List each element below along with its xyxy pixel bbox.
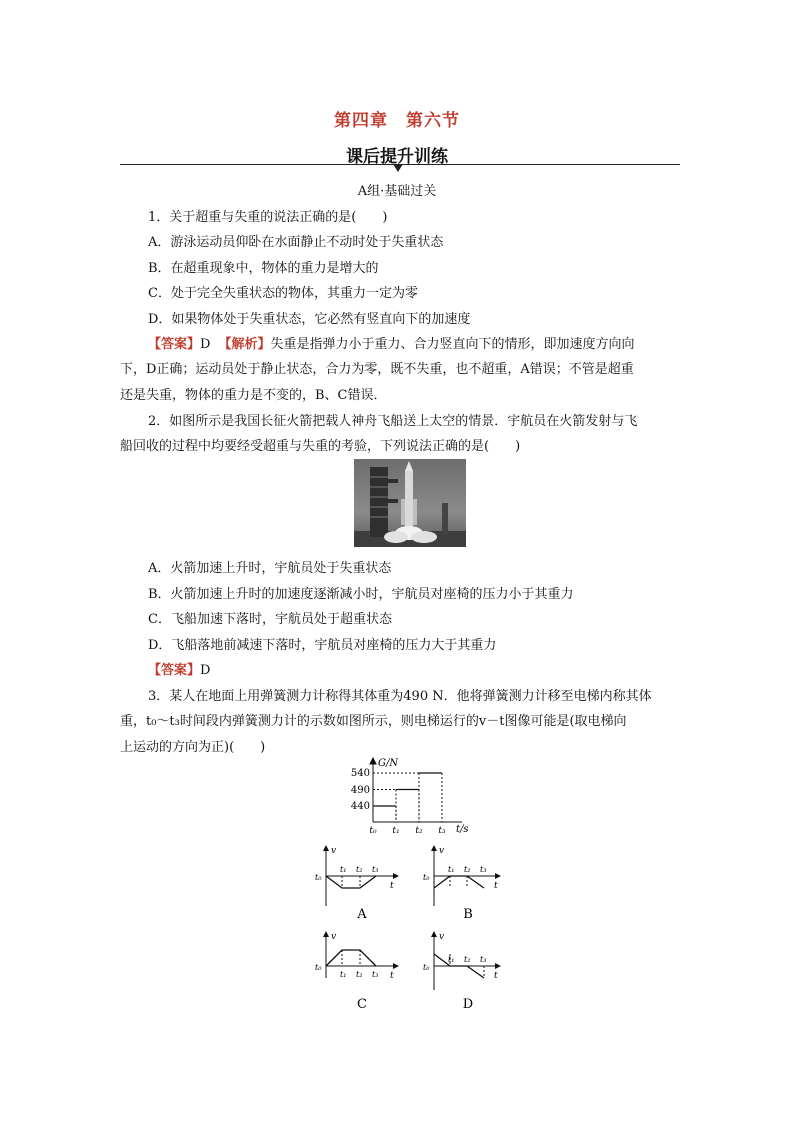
q1-option-d: D．如果物体处于失重状态，它必然有竖直向下的加速度	[148, 312, 471, 327]
t-label: t	[494, 971, 498, 981]
t-label: t	[390, 971, 394, 981]
t-label: t	[390, 881, 394, 891]
y-axis-label: G/N	[378, 758, 399, 769]
t3-label: t₃	[372, 970, 379, 979]
q2-answer-line	[148, 659, 210, 678]
t1-label: t₁	[448, 865, 455, 874]
y-tick-440: 440	[350, 801, 370, 812]
t2-label: t₂	[356, 970, 363, 979]
option-c-graph	[312, 928, 412, 1014]
t2-label: t₂	[356, 865, 363, 874]
x-tick-t0: t₀	[369, 826, 377, 836]
q3-stem-2: 重，t₀～t₃时间段内弹簧测力计的示数如图所示，则电梯运行的v－t图像可能是(取电梯向	[120, 714, 627, 729]
option-a-graph	[312, 842, 412, 924]
v-label: v	[331, 846, 337, 856]
q2-option-d: D．飞船落地前减速下落时，宇航员对座椅的压力大于其重力	[148, 638, 497, 653]
y-axis-arrow	[370, 758, 376, 764]
chapter-title: 第四章 第六节	[334, 111, 460, 131]
t3-label: t₃	[372, 865, 379, 874]
section-title: 课后提升训练	[346, 147, 448, 167]
x-tick-t1: t₁	[392, 826, 400, 836]
v-label: v	[439, 846, 445, 856]
option-d-label: D	[462, 997, 474, 1012]
v-t-curve	[434, 876, 484, 888]
t1-label: t₁	[448, 955, 455, 964]
v-t-curve	[326, 876, 376, 888]
option-b-graph	[422, 842, 522, 924]
t3-label: t₃	[480, 865, 487, 874]
weight-time-chart	[340, 756, 480, 838]
x-tick-t2: t₂	[415, 826, 423, 836]
v-label: v	[439, 932, 445, 942]
option-d-graph	[422, 928, 522, 1014]
q1-analysis-2: 下，D正确；运动员处于静止状态，合力为零，既不失重，也不超重，A错误；不管是超重	[120, 362, 634, 377]
option-b-label: B	[463, 907, 473, 922]
option-c-label: C	[357, 997, 367, 1012]
group-heading: A组·基础过关	[357, 184, 437, 199]
option-a-label: A	[357, 907, 367, 922]
q2-answer: D	[200, 663, 211, 678]
q1-option-c: C．处于完全失重状态的物体，其重力一定为零	[148, 286, 418, 301]
x-axis-label: t/s	[456, 824, 469, 835]
q2-option-a: A．火箭加速上升时，宇航员处于失重状态	[148, 561, 392, 576]
q2-stem-2: 船回收的过程中均要经受超重与失重的考验，下列说法正确的是( )	[120, 439, 521, 454]
analysis-tag: 【解析】	[218, 337, 271, 352]
t0-label: t₀	[315, 963, 322, 972]
t2-label: t₂	[464, 955, 471, 964]
v-t-curve	[326, 950, 376, 966]
v-label: v	[331, 932, 337, 942]
x-tick-t3: t₃	[438, 826, 446, 836]
t2-label: t₂	[464, 865, 471, 874]
q1-answer: D	[200, 337, 211, 352]
q2-option-b: B．火箭加速上升时的加速度逐渐减小时，宇航员对座椅的压力小于其重力	[148, 587, 574, 602]
rule-triangle	[393, 164, 403, 172]
q3-stem-1: 3．某人在地面上用弹簧测力计称得其体重为490 N．他将弹簧测力计移至电梯内称其体	[148, 689, 652, 704]
y-tick-490: 490	[350, 785, 370, 796]
t-label: t	[494, 881, 498, 891]
t1-label: t₁	[340, 865, 347, 874]
q1-option-a: A．游泳运动员仰卧在水面静止不动时处于失重状态	[148, 235, 444, 250]
q1-stem: 1．关于超重与失重的说法正确的是( )	[148, 210, 388, 225]
q1-answer-line	[148, 333, 634, 352]
y-tick-540: 540	[350, 768, 370, 779]
q2-stem-1: 2．如图所示是我国长征火箭把载人神舟飞船送上太空的情景．宇航员在火箭发射与飞	[148, 414, 638, 429]
t1-label: t₁	[340, 970, 347, 979]
rocket-launch-photo	[354, 459, 466, 547]
q1-analysis-3: 还是失重，物体的重力是不变的，B、C错误．	[120, 388, 387, 403]
t3-label: t₃	[480, 955, 487, 964]
q2-option-c: C．飞船加速下落时，宇航员处于超重状态	[148, 612, 392, 627]
t0-label: t₀	[315, 873, 322, 882]
t0-label: t₀	[423, 873, 430, 882]
answer-tag: 【答案】	[148, 337, 201, 352]
q3-stem-3: 上运动的方向为正)( )	[120, 740, 266, 755]
q1-option-b: B．在超重现象中，物体的重力是增大的	[148, 261, 379, 276]
q1-analysis-1: 失重是指弹力小于重力、合力竖直向下的情形，即加速度方向向	[270, 337, 635, 352]
t0-label: t₀	[423, 963, 430, 972]
answer-tag: 【答案】	[148, 663, 201, 678]
